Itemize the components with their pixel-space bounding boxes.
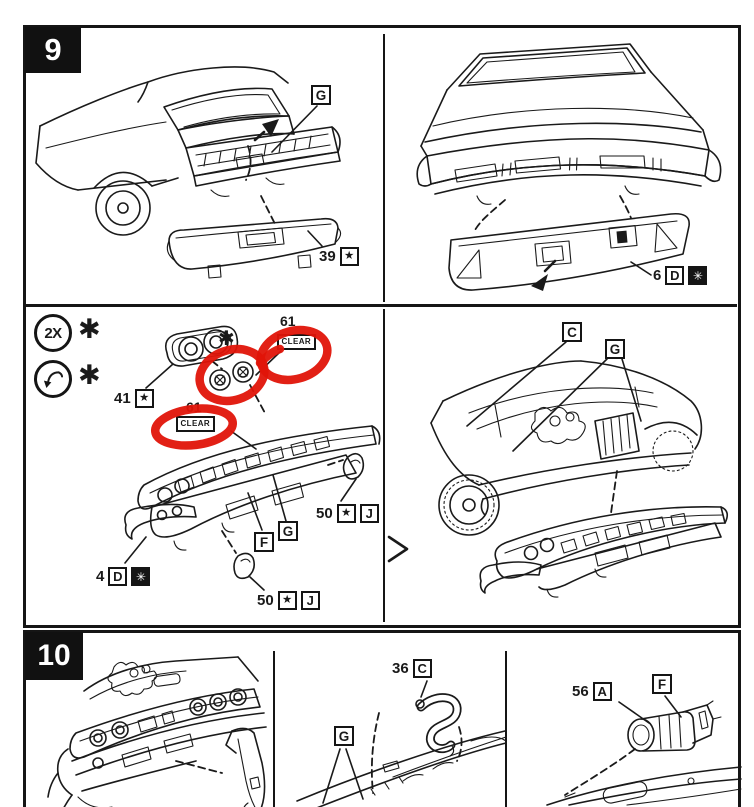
- chrome-star-icon: ★: [337, 504, 356, 523]
- tree-d-box: D: [665, 266, 684, 285]
- chrome-star-icon: ★: [340, 247, 359, 266]
- red-marker-annotations: [26, 309, 385, 625]
- loose-asterisk-icon: ✱: [218, 328, 235, 350]
- step9-horizontal-divider: [26, 304, 737, 307]
- car-rear-deck-illustration: [385, 28, 737, 304]
- part-label-39: [319, 247, 359, 266]
- callout-f-grille: F: [254, 532, 274, 552]
- step-10-panel: [23, 630, 741, 807]
- part-number: 41: [114, 390, 131, 407]
- part-number: 6: [653, 267, 662, 284]
- callout-c-cowl: C: [562, 322, 582, 342]
- step-9-panel: [23, 25, 741, 628]
- cable-part-and-cowl-illustration: [275, 633, 507, 805]
- car-front-grille-illustration: [26, 633, 275, 805]
- tree-d-box: D: [108, 567, 127, 586]
- step-10-badge: 10: [25, 632, 83, 680]
- tree-j-box: J: [360, 504, 379, 523]
- chrome-star-icon: ★: [135, 389, 154, 408]
- part-number-61: 61: [280, 313, 296, 329]
- tree-j-box: J: [301, 591, 320, 610]
- tree-a-box: A: [593, 682, 612, 701]
- callout-g-grille: G: [278, 521, 298, 541]
- part-number: 56: [572, 683, 589, 700]
- tree-c-box: C: [413, 659, 432, 678]
- step-9-badge: 9: [25, 27, 81, 73]
- callout-g-rear-panel: G: [311, 85, 331, 105]
- callout-g-cowl: G: [334, 726, 354, 746]
- callout-f-headlamp: F: [652, 674, 672, 694]
- engine-bay-front-illustration: [385, 309, 737, 625]
- part-number: 36: [392, 660, 409, 677]
- headlamp-part-illustration: [507, 633, 741, 805]
- part-number: 4: [96, 568, 105, 585]
- callout-g-fender: G: [605, 339, 625, 359]
- part-number: 39: [319, 248, 336, 265]
- note-asterisk-icon: ✳: [688, 266, 707, 285]
- chrome-star-icon: ★: [278, 591, 297, 610]
- asterisk-note-icon: ✱: [78, 360, 101, 390]
- part-label-6: [653, 266, 707, 285]
- note-asterisk-icon: ✳: [131, 567, 150, 586]
- part-number: 50: [316, 505, 333, 522]
- part-label-36: [392, 659, 432, 678]
- part-number-61: 61: [186, 399, 202, 415]
- part-number: 50: [257, 592, 274, 609]
- clear-finish-tag: CLEAR: [277, 334, 316, 350]
- part-label-56: [572, 682, 612, 701]
- asterisk-note-icon: ✱: [78, 314, 101, 344]
- quantity-2x-symbol: 2X: [34, 314, 72, 352]
- clear-finish-tag: CLEAR: [176, 416, 215, 432]
